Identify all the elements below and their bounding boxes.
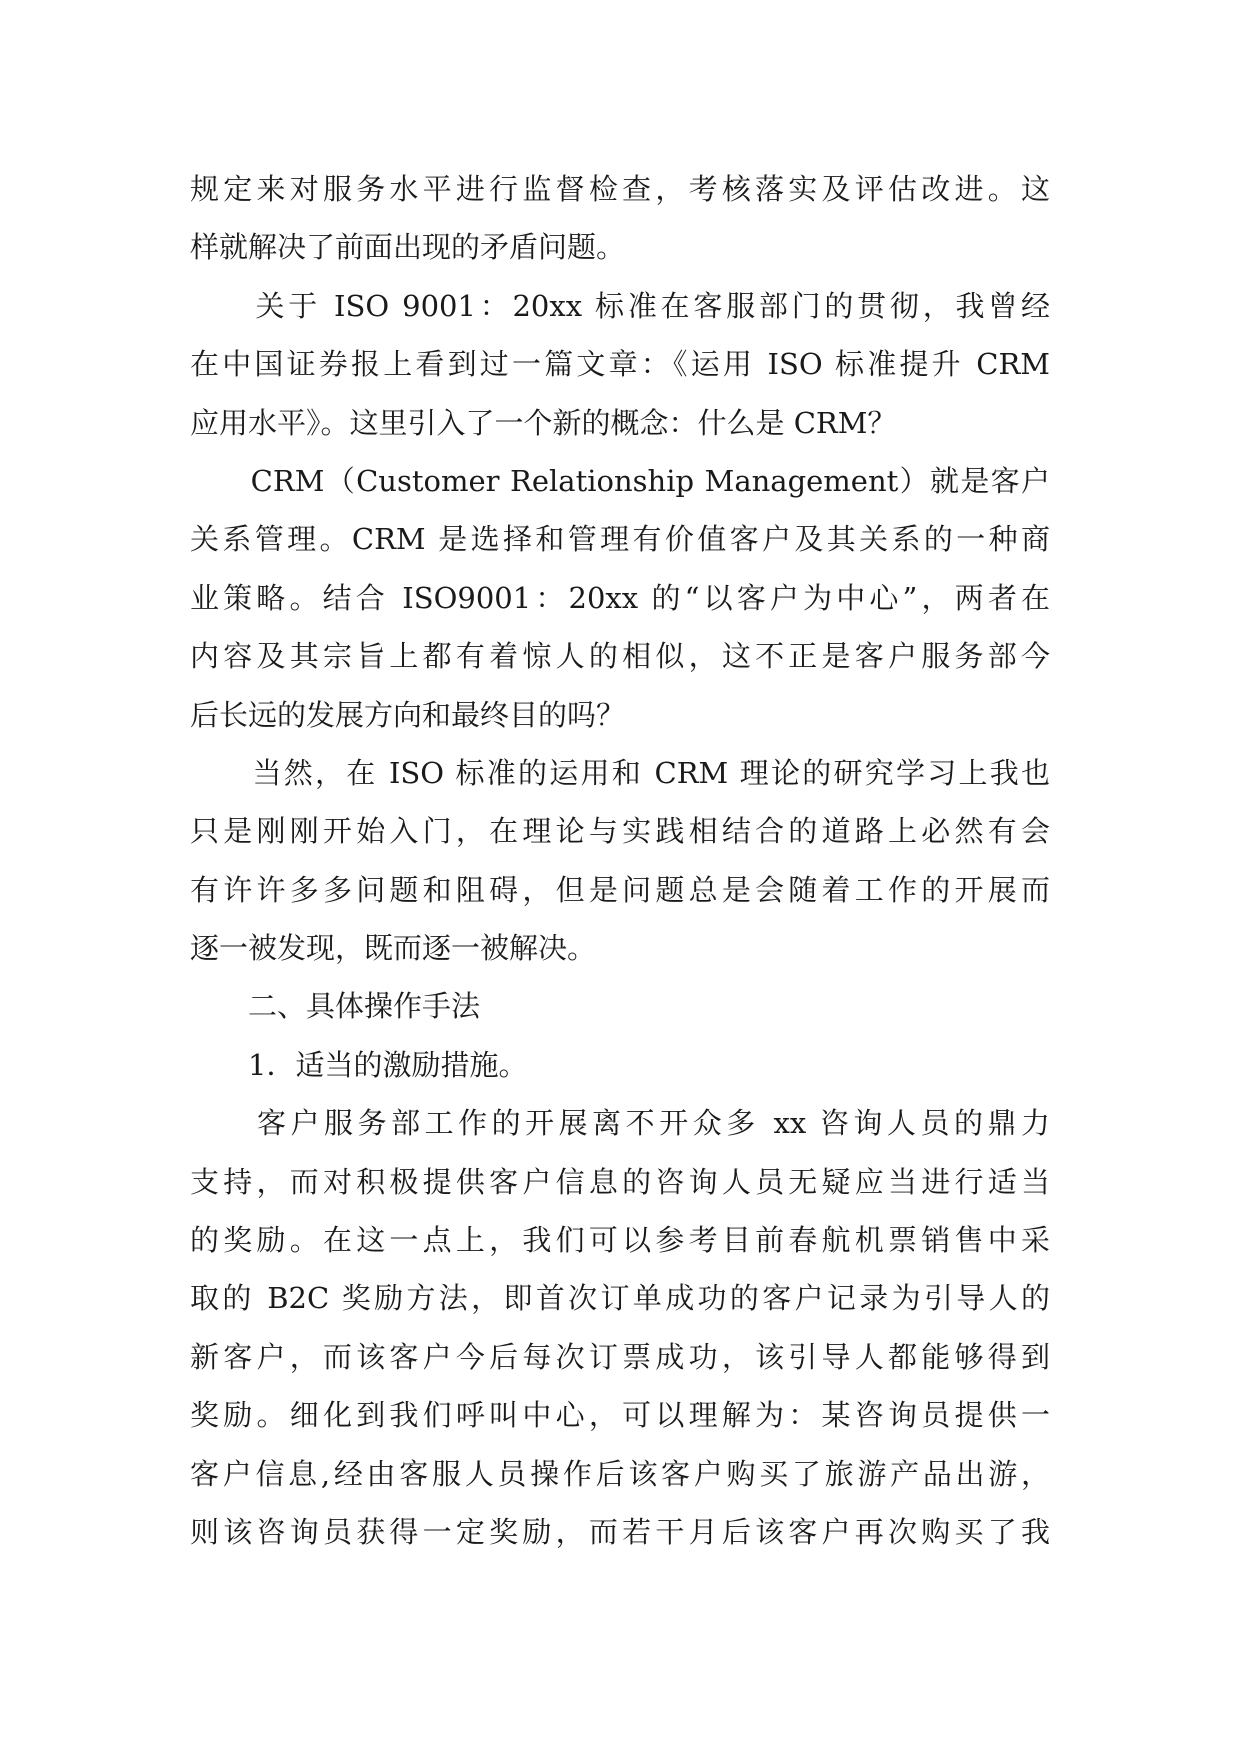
text-line: 关于 ISO 9001：20xx 标准在客服部门的贯彻，我曾经: [190, 288, 1050, 323]
text-line: 关系管理。CRM 是选择和管理有价值客户及其关系的一种商: [190, 522, 1050, 557]
text-line: 新客户，而该客户今后每次订票成功，该引导人都能够得到: [190, 1339, 1050, 1374]
body-text: [190, 160, 1050, 1561]
subsection-heading: 1．适当的激励措施。: [190, 1047, 528, 1082]
text-line: 在中国证券报上看到过一篇文章：《运用 ISO 标准提升 CRM: [190, 347, 1050, 382]
text-line: 规定来对服务水平进行监督检查，考核落实及评估改进。这: [190, 172, 1050, 206]
text-line: 支持，而对积极提供客户信息的咨询人员无疑应当进行适当: [190, 1164, 1050, 1199]
text-line: 的奖励。在这一点上，我们可以参考目前春航机票销售中采: [190, 1223, 1050, 1258]
text-line: 则该咨询员获得一定奖励，而若干月后该客户再次购买了我: [190, 1514, 1050, 1549]
text-line: 奖励。细化到我们呼叫中心，可以理解为：某咨询员提供一: [190, 1398, 1050, 1433]
text-line: 样就解决了前面出现的矛盾问题。: [190, 230, 626, 265]
text-line: 当然，在 ISO 标准的运用和 CRM 理论的研究学习上我也: [190, 755, 1050, 790]
text-line: 客户信息,经由客服人员操作后该客户购买了旅游产品出游，: [190, 1456, 1050, 1491]
text-line: 业策略。结合 ISO9001：20xx 的“以客户为中心”，两者在: [190, 580, 1050, 615]
text-line: 后长远的发展方向和最终目的吗？: [190, 697, 626, 732]
text-line: 应用水平》。这里引入了一个新的概念：什么是 CRM？: [190, 405, 897, 440]
text-line: 客户服务部工作的开展离不开众多 xx 咨询人员的鼎力: [190, 1106, 1050, 1141]
section-heading: 二、具体操作手法: [190, 989, 481, 1024]
text-line: 只是刚刚开始入门，在理论与实践相结合的道路上必然有会: [190, 814, 1050, 849]
text-line: CRM（Customer Relationship Management）就是客户: [190, 463, 1050, 498]
text-line: 取的 B2C 奖励方法，即首次订单成功的客户记录为引导人的: [190, 1281, 1050, 1316]
text-line: 内容及其宗旨上都有着惊人的相似，这不正是客户服务部今: [190, 639, 1050, 674]
text-line: 有许许多多问题和阻碍，但是问题总是会随着工作的开展而: [190, 872, 1050, 907]
text-line: 逐一被发现，既而逐一被解决。: [190, 931, 597, 966]
